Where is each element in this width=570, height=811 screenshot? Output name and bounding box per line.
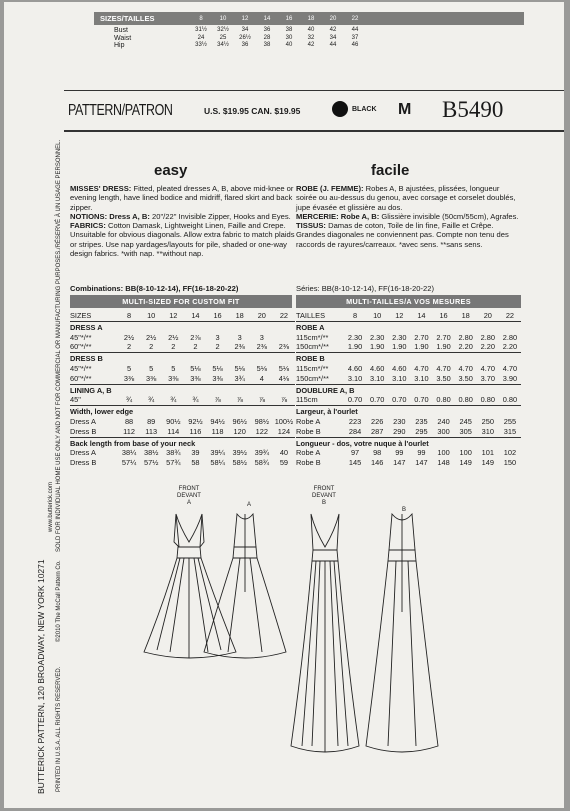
cell: 300	[437, 426, 450, 436]
cell: 40	[279, 448, 289, 458]
legal-printed: PRINTED IN U.S.A. ALL RIGHTS RESERVED.	[56, 666, 62, 792]
cell: 0.70	[347, 395, 363, 405]
publisher-address: BUTTERICK PATTERN, 120 BROADWAY, NEW YORK 10271	[36, 559, 46, 794]
english-bar: MULTI-SIZED FOR CUSTOM FIT	[70, 295, 292, 308]
cell: 0.80	[458, 395, 473, 405]
cell: ¾	[192, 395, 199, 405]
label: FABRICS:	[70, 221, 106, 231]
text: Damas de coton, Toile de lin fine, Faille et Crêpe. Grandes diagonales ne conviennent pas. Compte non tenu des raccords de rayures/carreaux. *avec sens. **sans sens.	[296, 221, 509, 249]
cell: 96½	[232, 416, 247, 426]
cell: 148	[437, 458, 450, 468]
cell: 4.70	[502, 363, 518, 373]
cell: 57¾	[166, 458, 181, 468]
cell: 98	[373, 448, 382, 458]
measurement-value: 38	[263, 42, 271, 49]
cell: 4.60	[347, 363, 363, 373]
back-length-title: Longueur - dos, votre nuque à l'ourlet	[296, 438, 429, 448]
cell: 2	[127, 342, 132, 352]
cell: 305	[459, 426, 472, 436]
cell: 102	[503, 448, 517, 458]
row-label: 60"*/**	[70, 342, 92, 352]
cell: 0.70	[392, 395, 407, 405]
label: ROBE (J. FEMME):	[296, 184, 364, 193]
cell: 2½	[123, 332, 135, 342]
measurement-value: 33½	[195, 42, 207, 49]
cell: 3¾	[234, 373, 245, 383]
cell: 1.90	[347, 342, 363, 352]
cell: 2.20	[480, 342, 495, 352]
cell: 100	[459, 448, 472, 458]
cell: 284	[348, 426, 362, 436]
dress-b-front	[291, 514, 359, 752]
cell: 122	[255, 426, 268, 436]
measurement-value: 24	[197, 34, 205, 41]
label: MISSES' DRESS:	[70, 184, 132, 193]
french-bar: MULTI-TAILLES/A VOS MESURES	[296, 295, 521, 308]
cell: 2.80	[502, 332, 518, 342]
measurement-value: 46	[351, 42, 359, 49]
dress-illustrations	[4, 2, 564, 808]
cell: 2.30	[392, 332, 407, 342]
cell: 3⅜	[146, 373, 157, 383]
cell: 2⅜	[256, 342, 267, 352]
cell: 310	[481, 426, 494, 436]
cell: 3.70	[480, 373, 495, 383]
cell: 2⅜	[278, 342, 290, 352]
cell: 98½	[254, 416, 269, 426]
cell: ⅞	[280, 395, 288, 405]
cell: 57½	[143, 458, 159, 468]
cell: 113	[145, 426, 158, 436]
cell: 3	[259, 332, 264, 342]
front-text: FRONT	[313, 486, 335, 492]
dress-a-front	[144, 514, 236, 658]
cell: 92½	[188, 416, 203, 426]
pattern-label: PATTERN/PATRON	[68, 102, 173, 119]
cell: 2⅞	[190, 332, 201, 342]
row-label: 150cm*/**	[296, 342, 329, 352]
cell: 90½	[166, 416, 181, 426]
group-title: DOUBLURE A, B	[296, 385, 355, 395]
cell: 3.90	[502, 373, 518, 383]
cell: 124	[277, 426, 291, 436]
english-combinations: Combinations: BB(8-10-12-14), FF(16-18-20-22)	[70, 284, 239, 293]
english-title: easy	[154, 162, 188, 179]
measurement-name: Bust	[114, 27, 129, 34]
measurement-value: 44	[329, 42, 337, 49]
cell: 2½	[168, 332, 179, 342]
cell: 2½	[146, 332, 157, 342]
measurement-value: 38	[285, 27, 293, 33]
legal-usage: SOLD FOR INDIVIDUAL HOME USE ONLY AND NOT FOR COMMERCIAL OR MANUFACTURING PURPOSES./RÉSERVÉ À UN USAGE PERSONNEL.	[56, 139, 62, 552]
cell: 149	[459, 458, 472, 468]
measurement-name: Waist	[114, 34, 132, 42]
cell: 3	[237, 332, 242, 342]
size-value: 14	[263, 15, 271, 22]
devant-text: DEVANT	[177, 493, 201, 499]
row-label: 115cm	[296, 395, 318, 405]
row-label: SIZES	[70, 311, 92, 320]
row-label: Robe B	[296, 426, 321, 436]
size-chart-label: SIZES/TAILLES	[100, 14, 155, 23]
cell: 100½	[274, 416, 294, 426]
cell: ¾	[125, 395, 133, 405]
cell: 10	[373, 311, 382, 320]
cell: 3.50	[458, 373, 473, 383]
cell: 39½	[232, 448, 247, 458]
cell: 88	[124, 416, 134, 426]
cell: 116	[189, 426, 202, 436]
back-label-a: A	[246, 502, 251, 508]
measurement-value: 36	[241, 42, 249, 49]
cell: 0.70	[414, 395, 429, 405]
measurement-value: 31½	[195, 27, 207, 33]
color-name: BLACK	[352, 106, 377, 113]
width-title: Width, lower edge	[70, 407, 134, 417]
cell: 20	[483, 311, 492, 320]
cell: 16	[439, 311, 448, 320]
cell: 2.20	[458, 342, 473, 352]
measurement-value: 26½	[239, 34, 251, 41]
cell: 4.70	[414, 363, 429, 373]
measurement-value: 34½	[217, 42, 229, 49]
group-title: DRESS B	[70, 354, 103, 364]
cell: 5	[149, 363, 154, 373]
measurement-value: 32½	[217, 27, 229, 33]
cell: ⅞	[258, 395, 265, 405]
row-label: Robe A	[296, 448, 321, 458]
row-label: Robe B	[296, 458, 321, 468]
website: www.butterick.com	[48, 481, 54, 532]
cell: 39¼	[210, 448, 225, 458]
measurement-value: 30	[285, 34, 293, 41]
row-label: 150cm*/**	[296, 373, 329, 383]
front-text: FRONT	[178, 486, 200, 492]
cell: 39	[191, 448, 200, 458]
cell: 295	[415, 426, 428, 436]
cell: 0.80	[502, 395, 518, 405]
cell: 8	[353, 311, 358, 320]
cell: 3	[215, 332, 220, 342]
cell: 97	[350, 448, 360, 458]
cell: 4.60	[392, 363, 407, 373]
cell: 150	[503, 458, 517, 468]
cell: 22	[505, 311, 515, 320]
cell: 2⅜	[234, 342, 245, 352]
pattern-number: B5490	[442, 97, 504, 122]
cell: 1.90	[369, 342, 385, 352]
size-value: 18	[307, 15, 315, 22]
cell: 12	[169, 311, 178, 320]
cell: 226	[371, 416, 384, 426]
cell: 89	[147, 416, 156, 426]
dress-a-back	[204, 514, 286, 658]
cell: 2.30	[347, 332, 363, 342]
cell: 5⅛	[256, 363, 267, 373]
cell: 245	[459, 416, 472, 426]
cell: 4⅛	[278, 373, 290, 383]
cell: 240	[437, 416, 450, 426]
cell: 3.10	[392, 373, 407, 383]
cell: 112	[123, 426, 135, 436]
pattern-envelope-back	[4, 2, 564, 808]
cell: 101	[481, 448, 494, 458]
cell: 59	[279, 458, 289, 468]
cell: 8	[127, 311, 132, 320]
cell: 120	[233, 426, 246, 436]
back-length-title: Back length from base of your neck	[70, 438, 196, 448]
cell: 99	[395, 448, 404, 458]
cell: 230	[393, 416, 406, 426]
cell: 2.70	[414, 332, 429, 342]
label: TISSUS:	[296, 221, 326, 231]
row-label: Dress B	[70, 426, 97, 436]
cell: 223	[348, 416, 362, 426]
cell: 3.10	[414, 373, 429, 383]
group-title: ROBE A	[296, 322, 325, 332]
cell: 1.90	[392, 342, 407, 352]
cell: 1.90	[414, 342, 429, 352]
cell: 4.60	[369, 363, 385, 373]
french-title: facile	[371, 162, 410, 179]
cell: 57¼	[121, 458, 137, 468]
cell: 5	[127, 363, 132, 373]
measurement-value: 34	[329, 34, 337, 41]
size-value: 10	[219, 15, 227, 22]
cell: 5⅛	[234, 363, 245, 373]
row-label: 45"*/**	[70, 363, 92, 373]
cell: 4.70	[458, 363, 473, 373]
cell: 250	[481, 416, 494, 426]
cell: 315	[503, 426, 517, 436]
measurement-value: 25	[219, 34, 227, 41]
text: Robes A, B ajustées, plissées, longueur soirée ou au-dessus du genou, avec corsage et corselet doublés, jupe évasée et glissière au dos.	[296, 184, 516, 212]
cell: ¾	[148, 395, 155, 405]
measurement-value: 40	[285, 42, 293, 49]
cell: 4.70	[436, 363, 451, 373]
cell: 58¾	[254, 458, 269, 468]
cell: 5⅛	[190, 363, 201, 373]
french-combinations: Séries: BB(8-10-12-14), FF(16-18-20-22)	[296, 284, 435, 293]
cell: 2.20	[502, 342, 518, 352]
row-label: 45"	[70, 395, 81, 405]
group-title: ROBE B	[296, 354, 325, 364]
cell: 3.50	[436, 373, 451, 383]
cell: 5⅛	[278, 363, 290, 373]
cell: 287	[371, 426, 384, 436]
cell: 38¼	[121, 448, 137, 458]
copyright: ©2010 The McCall Pattern Co.	[56, 560, 62, 642]
cell: 94½	[210, 416, 225, 426]
label: MERCERIE: Robe A, B:	[296, 211, 380, 221]
cell: 38¾	[166, 448, 181, 458]
cell: 10	[147, 311, 156, 320]
size-letter: M	[398, 101, 412, 118]
cell: 3⅜	[190, 373, 201, 383]
cell: 18	[461, 311, 470, 320]
cell: 18	[235, 311, 244, 320]
cell: 22	[279, 311, 289, 320]
cell: 2.70	[436, 332, 451, 342]
row-label: Robe A	[296, 416, 321, 426]
row-label: TAILLES	[296, 311, 326, 320]
measurement-value: 42	[307, 42, 315, 49]
measurement-value: 32	[307, 34, 315, 41]
cell: 114	[167, 426, 180, 436]
cell: 5	[171, 363, 176, 373]
cell: 146	[371, 458, 384, 468]
measurement-value: 42	[329, 27, 337, 33]
size-value: 16	[285, 15, 293, 22]
cell: ¾	[170, 395, 177, 405]
cell: 0.70	[369, 395, 385, 405]
cell: 3.10	[347, 373, 363, 383]
back-label-b: B	[401, 507, 406, 513]
cell: 39¾	[254, 448, 269, 458]
row-label: Dress A	[70, 416, 96, 426]
view-letter: A	[186, 500, 191, 506]
cell: 3⅜	[212, 373, 223, 383]
measurement-name: Hip	[114, 42, 125, 50]
text: Glissière invisible (50cm/55cm), Agrafes.	[381, 211, 519, 221]
row-label: 115cm*/**	[296, 332, 329, 342]
cell: 3⅜	[168, 373, 179, 383]
cell: 100	[437, 448, 450, 458]
cell: 2	[171, 342, 176, 352]
cell: 2.80	[458, 332, 473, 342]
cell: 118	[211, 426, 224, 436]
row-label: 45"*/**	[70, 332, 92, 342]
cell: 16	[213, 311, 222, 320]
cell: 14	[417, 311, 426, 320]
cell: 147	[415, 458, 428, 468]
cell: 2	[149, 342, 154, 352]
cell: 1.90	[436, 342, 451, 352]
cell: 3⅜	[123, 373, 135, 383]
measurement-value: 28	[263, 34, 271, 41]
devant-text: DEVANT	[312, 493, 336, 499]
text: Fitted, pleated dresses A, B, above mid-knee or evening length, have lined bodice and midriff, flared skirt and back zipper.	[70, 184, 294, 212]
row-label: 60"*/**	[70, 373, 92, 383]
view-letter: B	[321, 500, 326, 506]
cell: 2	[215, 342, 220, 352]
cell: 4.70	[480, 363, 495, 373]
price: U.S. $19.95 CAN. $19.95	[204, 106, 301, 116]
cell: 0.80	[436, 395, 451, 405]
cell: 20	[257, 311, 266, 320]
group-title: LINING A, B	[70, 385, 112, 395]
cell: 149	[481, 458, 494, 468]
cell: 290	[393, 426, 406, 436]
cell: 4	[259, 373, 264, 383]
cell: ⅞	[236, 395, 243, 405]
cell: 255	[503, 416, 517, 426]
cell: 2.30	[369, 332, 385, 342]
label: NOTIONS: Dress A, B:	[70, 211, 150, 221]
measurement-value: 36	[263, 27, 271, 33]
cell: 58½	[232, 458, 247, 468]
dress-b-back	[366, 514, 438, 752]
size-value: 12	[241, 15, 249, 22]
cell: 14	[191, 311, 200, 320]
cell: 58¼	[210, 458, 225, 468]
measurement-value: 34	[241, 27, 249, 33]
size-value: 8	[199, 15, 203, 22]
size-value: 20	[329, 15, 337, 22]
cell: 12	[395, 311, 404, 320]
row-label: Dress A	[70, 448, 96, 458]
cell: 5⅛	[212, 363, 223, 373]
cell: 235	[415, 416, 428, 426]
cell: 0.80	[480, 395, 495, 405]
text: Cotton Damask, Lightweight Linen, Faille and Crepe. Unsuitable for obvious diagonals. Allow extra fabric to match plaids or stripes. Use nap yardages/layouts for pile, shaded or one-way design fabrics. *with nap. **without nap.	[70, 221, 295, 259]
measurement-value: 40	[307, 27, 315, 33]
width-title: Largeur, à l'ourlet	[296, 407, 358, 417]
cell: 58	[191, 458, 200, 468]
cell: 99	[417, 448, 426, 458]
row-label: 115cm*/**	[296, 363, 329, 373]
measurement-value: 37	[351, 34, 359, 41]
text: 20"/22" Invisible Zipper, Hooks and Eyes.	[152, 211, 291, 221]
cell: 145	[348, 458, 362, 468]
cell: 2.80	[480, 332, 495, 342]
size-value: 22	[351, 15, 359, 22]
row-label: Dress B	[70, 458, 97, 468]
cell: 3.10	[369, 373, 385, 383]
cell: 38½	[143, 448, 159, 458]
measurement-value: 44	[351, 27, 359, 33]
cell: ⅞	[214, 395, 221, 405]
cell: 2	[193, 342, 198, 352]
group-title: DRESS A	[70, 322, 103, 332]
cell: 147	[393, 458, 406, 468]
